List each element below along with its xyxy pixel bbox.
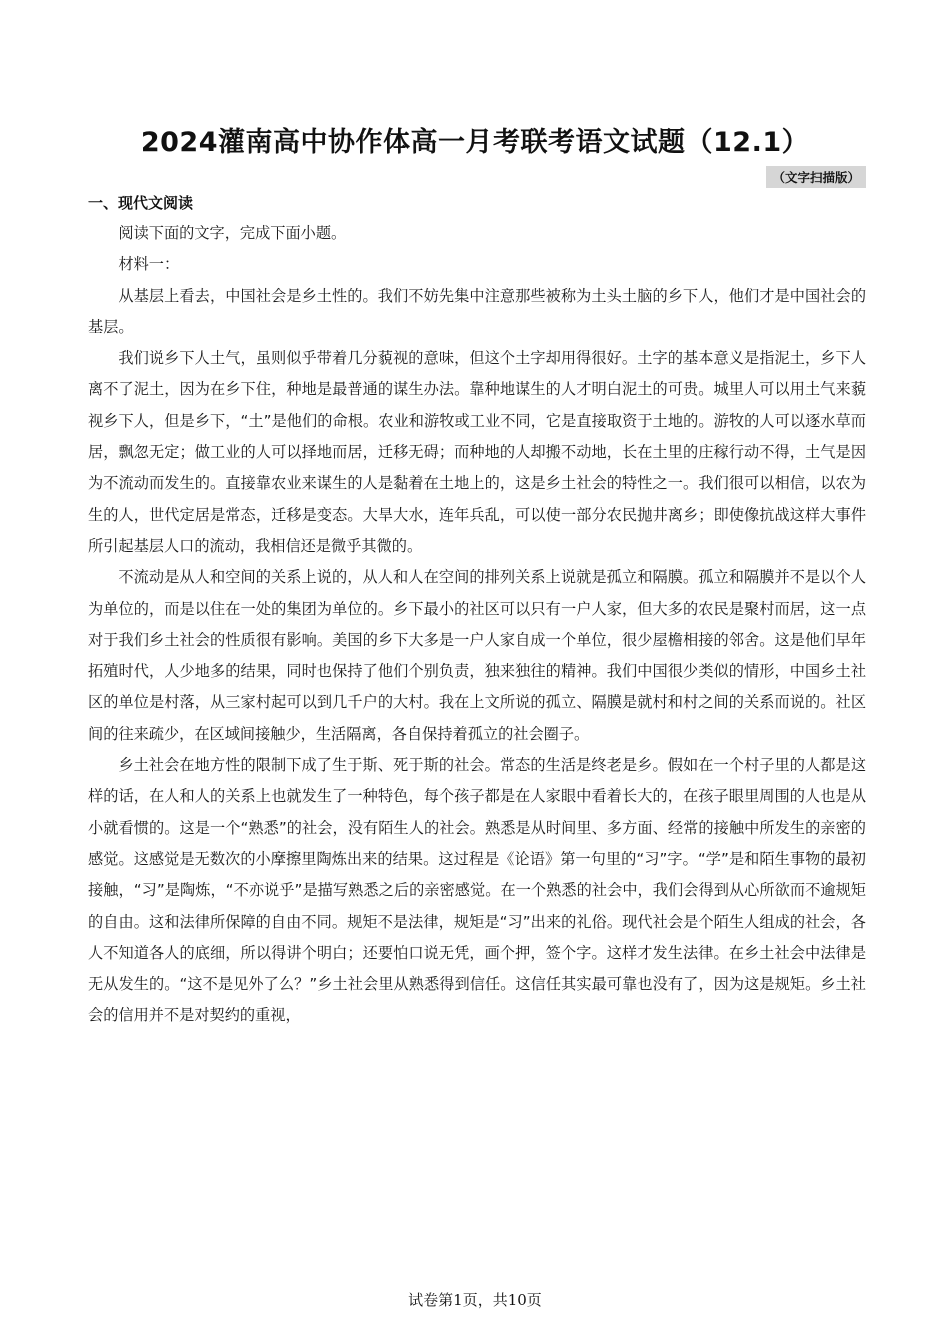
page-footer: 试卷第1页，共10页 [408, 1291, 542, 1309]
scan-version-badge: （文字扫描版） [766, 166, 866, 188]
body-paragraph: 我们说乡下人土气，虽则似乎带着几分藐视的意味，但这个土字却用得很好。土字的基本意义是指泥土，乡下人离不了泥土，因为在乡下住，种地是最普通的谋生办法。靠种地谋生的人才明白泥土的可贵。城里人可以用土气来藐视乡下人，但是乡下，“土”是他们的命根。农业和游牧或工业不同，它是直接取资于土地的。游牧的人可以逐水草而居，飘忽无定；做工业的人可以择地而居，迁移无碍；而种地的人却搬不动地，长在土里的庄稼行动不得，土气是因为不流动而发生的。直接靠农业来谋生的人是黏着在土地上的，这是乡土社会的特性之一。我们很可以相信，以农为生的人，世代定居是常态，迁移是变态。大旱大水，连年兵乱，可以使一部分农民抛井离乡；即使像抗战这样大事件所引起基层人口的流动，我相信还是微乎其微的。 [88, 349, 866, 555]
body-paragraph: 不流动是从人和空间的关系上说的，从人和人在空间的排列关系上说就是孤立和隔膜。孤立和隔膜并不是以个人为单位的，而是以住在一处的集团为单位的。乡下最小的社区可以只有一户人家，但大多的农民是聚村而居，这一点对于我们乡土社会的性质很有影响。美国的乡下大多是一户人家自成一个单位，很少屋檐相接的邻舍。这是他们早年拓殖时代，人少地多的结果，同时也保持了他们个别负责，独来独往的精神。我们中国很少类似的情形，中国乡土社区的单位是村落，从三家村起可以到几千户的大村。我在上文所说的孤立、隔膜是就村和村之间的关系而说的。社区间的往来疏少，在区域间接触少，生活隔离，各自保持着孤立的社会圈子。 [88, 568, 866, 743]
reading-passage [88, 218, 866, 1032]
section-heading: 一、现代文阅读 [88, 194, 194, 212]
page-title: 2024灌南高中协作体高一月考联考语文试题（12.1） [140, 127, 810, 158]
body-paragraph: 乡土社会在地方性的限制下成了生于斯、死于斯的社会。常态的生活是终老是乡。假如在一个村子里的人都是这样的话，在人和人的关系上也就发生了一种特色，每个孩子都是在人家眼中看着长大的，在孩子眼里周围的人也是从小就看惯的。这是一个“熟悉”的社会，没有陌生人的社会。熟悉是从时间里、多方面、经常的接触中所发生的亲密的感觉。这感觉是无数次的小摩擦里陶炼出来的结果。这过程是《论语》第一句里的“习”字。“学”是和陌生事物的最初接触，“习”是陶炼，“不亦说乎”是描写熟悉之后的亲密感觉。在一个熟悉的社会中，我们会得到从心所欲而不逾规矩的自由。这和法律所保障的自由不同。规矩不是法律，规矩是“习”出来的礼俗。现代社会是个陌生人组成的社会，各人不知道各人的底细，所以得讲个明白；还要怕口说无凭，画个押，签个字。这样才发生法律。在乡土社会中法律是无从发生的。“这不是见外了么？”乡土社会里从熟悉得到信任。这信任其实最可靠也没有了，因为这是规矩。乡土社会的信用并不是对契约的重视， [88, 756, 866, 1025]
instruction-paragraph: 阅读下面的文字，完成下面小题。 [118, 224, 347, 242]
body-paragraph: 从基层上看去，中国社会是乡土性的。我们不妨先集中注意那些被称为土头土脑的乡下人，他们才是中国社会的基层。 [88, 286, 866, 336]
material-label: 材料一： [118, 255, 180, 274]
